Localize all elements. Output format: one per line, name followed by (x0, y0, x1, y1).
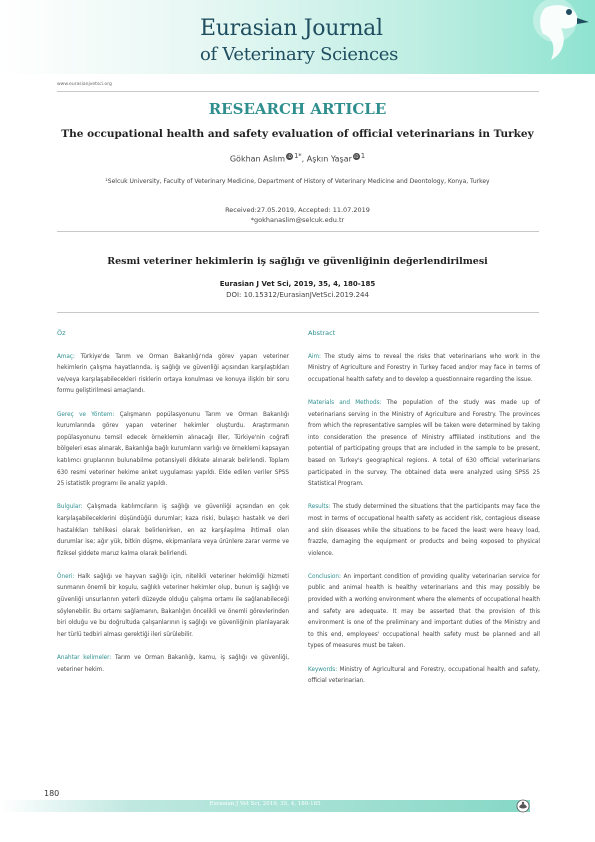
abstract-keywords-label: Keywords: (308, 666, 338, 673)
article-type: RESEARCH ARTICLE (208, 100, 387, 118)
journal-emblem-icon (516, 799, 530, 813)
abstract-results-label: Results: (308, 504, 331, 511)
abstract-keywords (308, 665, 540, 688)
oz-heading: Öz (57, 329, 66, 337)
oz-gerec-label: Gereç ve Yöntem: (57, 411, 115, 418)
abstract-materials-text: The population of the study was made up of veterinarians serving in the Ministry of Agriculture and Forestry. The provinces from which the representative samples will be taken were determined by taking into consideration the presence of Ministry affiliated institutions and the potential of participating groups that are included in the sample to be present, based on Turkey's geographical regions. A total of 630 official veterinarians participated in the survey. The obtained data were analyzed using SPSS 25 Statistical Program. (308, 399, 540, 488)
abstract-materials (308, 398, 540, 491)
affiliation: ¹Selcuk University, Faculty of Veterinary Medicine, Department of History of Veterinary Medicine and Deontology, Konya, Turkey (105, 178, 490, 185)
oz-amac (57, 352, 289, 398)
author-2: Aşkın Yaşar (306, 154, 352, 164)
journal-title-line2: of Veterinary Sciences (200, 44, 399, 65)
corresponding-email[interactable]: *gokhanaslim@selcuk.edu.tr (250, 216, 345, 224)
abstract-results-text: The study determined the situations that the participants may face the most in terms of occupational health safety as accident risk, contagious disease and skin diseases while the situations to be faced the least were heavy load, frazzle, damaging the equipment or products and being exposed to physical violence. (308, 504, 540, 557)
oz-bulgular-text: Çalışmada katılımcıların iş sağlığı ve güvenliği açısından en çok karşılaşabileceklerini düşündüğü durumlar; kaza riski, bulaşıcı hastalık ve deri hastalıkları tehlikesi olarak belirlenirken, en az karşılaşılma ihtimali olan durumlar ise; ağır yük, bitkin düşme, ekipmanlara veya ürünlere zarar verme ve fiziksel şiddete maruz kalma olarak belirlendi. (57, 504, 289, 557)
turkish-title: Resmi veteriner hekimlerin iş sağlığı ve güvenliğinin değerlendirilmesi (107, 256, 488, 267)
abstract-aim-label: Aim: (308, 353, 321, 360)
abstract-conclusion (308, 572, 540, 653)
oz-gerec (57, 410, 289, 491)
journal-logo-graphic (485, 0, 595, 74)
abstract-conclusion-text: An important condition of providing quality veterinarian service for public and animal health is healthy veterinarians and this may possibly be provided with a working environment where the elements of occupational health and safety are adequate. It may be asserted that the provision of this environment is one of the preliminary and important duties of the Ministry and to this end, employees' occupational health safety must be planned and all types of measures must be taken. (308, 573, 540, 650)
oz-anahtar (57, 653, 289, 676)
journal-website[interactable]: www.eurasianjvetsci.org (57, 82, 112, 87)
footer-citation: Eurasian J Vet Sci, 2019, 35, 4, 180-185 (209, 801, 321, 807)
author-line (0, 152, 595, 164)
abstract-results (308, 502, 540, 560)
oz-oneri-text: Halk sağlığı ve hayvan sağlığı için, nitelikli veteriner hekimliği hizmeti sunmanın önemli bir koşulu, sağlıklı veteriner hekimler olup, bunun iş sağlığı ve güvenliği unsurlarının yeterli düzeyde olduğu çalışma ortamı ile sağlanabileceği söylenebilir. Bu ortamı sağlamanın, Bakanlığın öncelikli ve önemli görevlerinden biri olduğu ve bu doğrultuda çalışanlarının iş sağlığı ve güvenliğinin planlayarak her türlü tedbiri alması gerektiği ileri sürülebilir. (57, 573, 289, 638)
page-number: 180 (44, 789, 60, 798)
oz-bulgular (57, 502, 289, 560)
abstract-column (308, 328, 540, 699)
citation: Eurasian J Vet Sci, 2019, 35, 4, 180-185 (219, 280, 376, 288)
oz-column (57, 328, 289, 688)
oz-anahtar-text: Tarım ve Orman Bakanlığı, kamu, iş sağlığı ve güvenliği, veteriner hekim. (57, 655, 289, 673)
abstract-heading: Abstract (308, 329, 336, 337)
oz-oneri (57, 572, 289, 642)
oz-amac-text: Türkiye'de Tarım ve Orman Bakanlığı'nda görev yapan veteriner hekimlerin çalışma hayatlarında, iş sağlığı ve güvenliği açısından karşılaştıkları ve/veya karşılaşabilecekleri risklerin ortaya konulması ve konuya ilişkin bir soru formu geliştirilmesi amaçlandı. (57, 353, 289, 395)
author-1: Gökhan Aslım (229, 154, 286, 164)
orcid-icon[interactable]: iD (287, 154, 292, 159)
oz-bulgular-label: Bulgular: (57, 504, 83, 511)
oz-amac-label: Amaç: (57, 353, 75, 360)
title-divider (57, 231, 539, 232)
oz-anahtar-label: Anahtar kelimeler: (57, 655, 112, 662)
received-accepted-dates: Received:27.05.2019, Accepted: 11.07.2019 (225, 206, 370, 214)
abstract-aim (308, 352, 540, 387)
author-1-marks: 1* (294, 152, 302, 160)
article-title: The occupational health and safety evaluation of official veterinarians in Turkey (61, 128, 534, 140)
abstract-divider (57, 312, 539, 313)
oz-oneri-label: Öneri: (57, 573, 75, 580)
author-2-marks: 1 (360, 152, 366, 160)
author-separator: , (301, 154, 307, 164)
abstract-aim-text: The study aims to reveal the risks that veterinarians who work in the Ministry of Agriculture and Forestry in Turkey faced and/or may face in terms of occupational health safety and to develop a questionnaire regarding the issue. (308, 353, 540, 383)
orcid-icon[interactable]: iD (354, 154, 359, 159)
doi[interactable]: DOI: 10.15312/EurasianJVetSci.2019.244 (226, 291, 369, 299)
abstract-keywords-text: Ministry of Agricultural and Forestry, occupational health and safety, official veterinarian. (308, 666, 540, 685)
header-divider (57, 91, 539, 92)
abstract-conclusion-label: Conclusion: (308, 573, 341, 580)
abstract-materials-label: Materials and Methods: (308, 399, 382, 406)
oz-gerec-text: Çalışmanın popülasyonunu Tarım ve Orman Bakanlığı kurumlarında görev yapan veteriner hekimler oluşturdu. Araştırmanın popülasyonunu temsil edecek örneklemin alınacağı iller, Türkiye'nin coğrafi bölgeleri esas alınarak, Bakanlığa bağlı kurumların varlığı ve örneklemi kapsayan katılımcı gruplarının bulunabilme potansiyeli dikkate alınarak belirlendi. Toplam 630 resmi veteriner hekime anket uygulaması yapıldı. Elde edilen veriler SPSS 25 istatistik programı ile analiz yapıldı. (57, 411, 290, 488)
journal-title-line1: Eurasian Journal (200, 16, 383, 41)
